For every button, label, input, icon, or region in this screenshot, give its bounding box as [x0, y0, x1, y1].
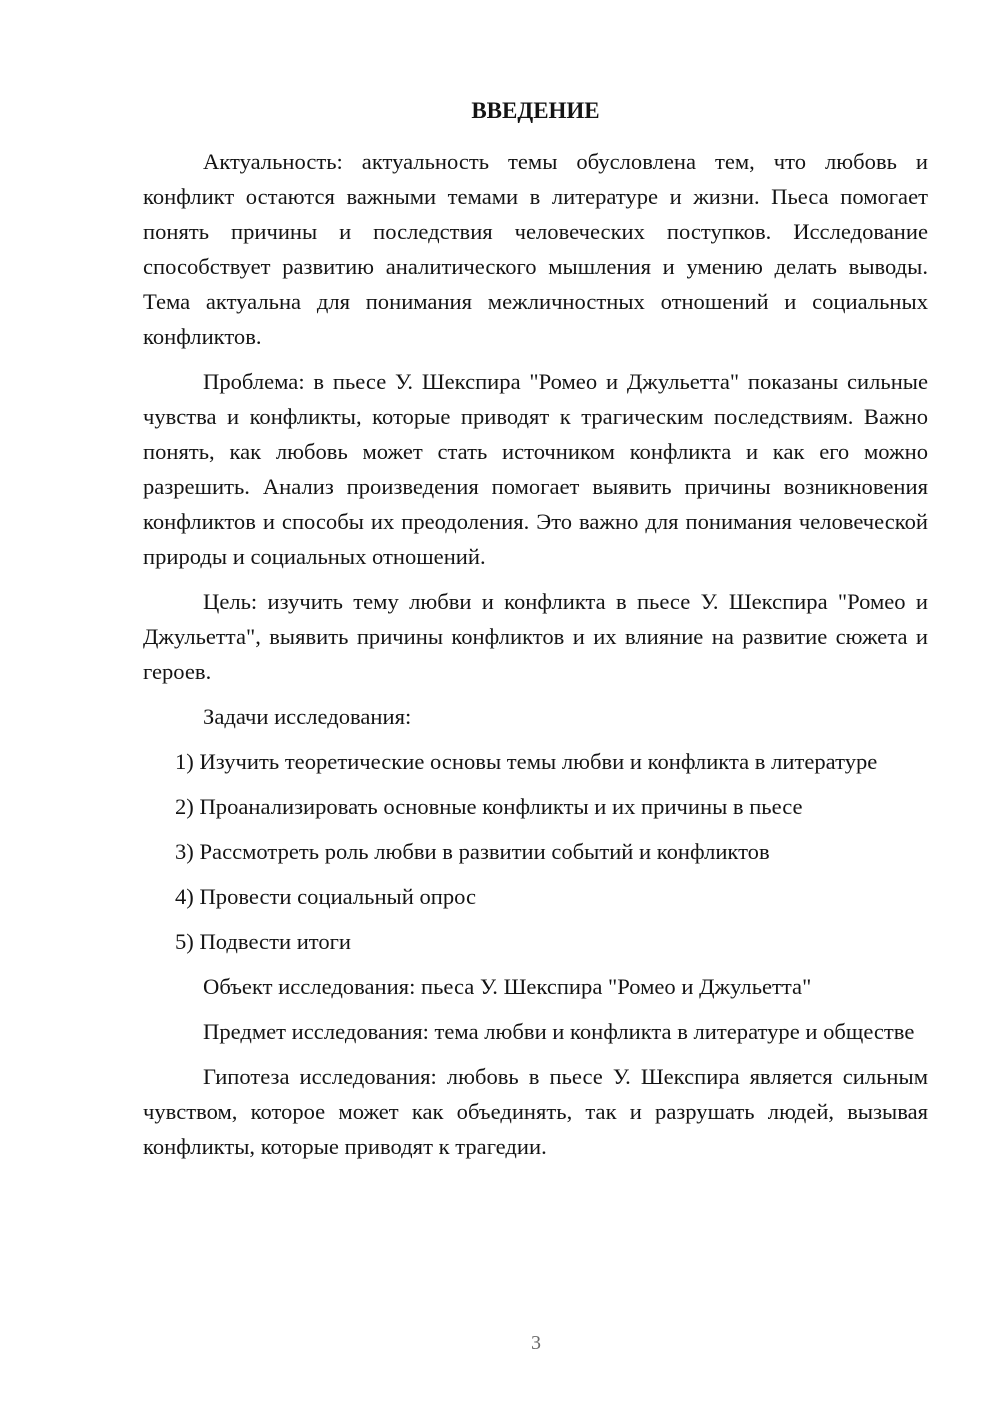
tasks-heading: Задачи исследования:: [203, 704, 412, 729]
relevance-paragraph: Актуальность: актуальность темы обусловлена тем, что любовь и конфликт остаются важными темами в литературе и жизни. Пьеса помогает понять причины и последствия человеческих поступков. Исследование способствует развитию аналитического мышления и умению делать выводы. Тема актуальна для понимания межличностных отношений и социальных конфликтов.: [143, 149, 928, 349]
hypothesis-paragraph: Гипотеза исследования: любовь в пьесе У. Шекспира является сильным чувством, которое может как объединять, так и разрушать людей, вызывая конфликты, которые приводят к трагедии.: [143, 1064, 928, 1159]
task-item-4: 4) Провести социальный опрос: [175, 884, 477, 909]
task-item-1: 1) Изучить теоретические основы темы любви и конфликта в литературе: [175, 749, 878, 774]
object-paragraph: Объект исследования: пьеса У. Шекспира "Ромео и Джульетта": [203, 974, 812, 999]
subject-paragraph: Предмет исследования: тема любви и конфликта в литературе и обществе: [203, 1019, 915, 1044]
task-item-2: 2) Проанализировать основные конфликты и их причины в пьесе: [175, 794, 803, 819]
problem-paragraph: Проблема: в пьесе У. Шекспира "Ромео и Джульетта" показаны сильные чувства и конфликты, которые приводят к трагическим последствиям. Важно понять, как любовь может стать источником конфликта и как его можно разрешить. Анализ произведения помогает выявить причины возникновения конфликтов и способы их преодоления. Это важно для понимания человеческой природы и социальных отношений.: [143, 369, 928, 569]
page-number: 3: [531, 1332, 541, 1354]
goal-paragraph: Цель: изучить тему любви и конфликта в пьесе У. Шекспира "Ромео и Джульетта", выявить причины конфликтов и их влияние на развитие сюжета и героев.: [143, 589, 928, 684]
document-page: [143, 94, 928, 1174]
page-title: ВВЕДЕНИЕ: [471, 98, 600, 123]
task-item-3: 3) Рассмотреть роль любви в развитии событий и конфликтов: [175, 839, 770, 864]
task-item-5: 5) Подвести итоги: [175, 929, 352, 954]
